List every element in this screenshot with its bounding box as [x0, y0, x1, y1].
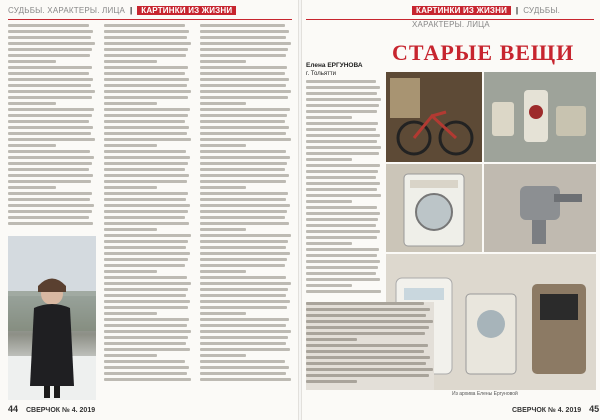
text-line	[200, 156, 290, 159]
text-line	[306, 110, 377, 113]
text-line	[200, 216, 285, 219]
text-line	[104, 96, 188, 99]
text-line	[306, 302, 424, 305]
text-line	[306, 350, 424, 353]
text-line	[200, 186, 246, 189]
text-line	[306, 122, 378, 125]
text-line	[200, 300, 290, 303]
text-line	[104, 360, 185, 363]
text-line	[8, 216, 89, 219]
text-line	[8, 66, 92, 69]
text-line	[306, 218, 378, 221]
text-line	[200, 252, 290, 255]
text-line	[104, 84, 187, 87]
text-line	[200, 180, 286, 183]
text-line	[104, 156, 190, 159]
text-line	[306, 86, 380, 89]
text-line	[306, 176, 376, 179]
right-column-1-lower	[306, 302, 434, 390]
text-line	[104, 120, 185, 123]
text-line	[200, 66, 287, 69]
text-line	[200, 330, 291, 333]
text-line	[200, 138, 291, 141]
text-line	[8, 174, 93, 177]
text-line	[306, 230, 380, 233]
washing-machine-illustration	[386, 164, 482, 252]
text-line	[200, 72, 285, 75]
text-line	[8, 42, 95, 45]
text-line	[8, 210, 92, 213]
text-line	[104, 270, 157, 273]
text-line	[200, 318, 289, 321]
text-line	[200, 132, 286, 135]
text-line	[8, 120, 89, 123]
text-line	[104, 336, 188, 339]
text-line	[306, 146, 381, 149]
text-line	[200, 114, 287, 117]
text-line	[104, 90, 191, 93]
text-line	[104, 342, 186, 345]
photo-bicycle-room	[386, 72, 482, 162]
text-line	[104, 330, 191, 333]
right-page-number: 45	[589, 404, 600, 414]
text-line	[306, 272, 376, 275]
text-line	[8, 132, 91, 135]
text-line	[8, 150, 90, 153]
text-line	[200, 282, 291, 285]
text-line	[104, 222, 189, 225]
text-line	[104, 78, 189, 81]
text-line	[104, 186, 157, 189]
text-line	[104, 288, 188, 291]
text-line	[306, 266, 378, 269]
text-line	[200, 258, 287, 261]
text-line	[8, 144, 56, 147]
photo-meat-grinder	[484, 164, 596, 252]
text-line	[104, 180, 187, 183]
photo-caption: Из архива Елены Ергуновой	[452, 391, 518, 397]
text-line	[200, 198, 286, 201]
bicycle-illustration	[386, 72, 482, 162]
text-line	[200, 96, 288, 99]
text-line	[104, 138, 191, 141]
text-line	[306, 224, 376, 227]
text-line	[200, 276, 286, 279]
text-line	[104, 168, 185, 171]
text-line	[306, 368, 433, 371]
text-line	[306, 158, 352, 161]
text-line	[8, 108, 94, 111]
text-line	[306, 152, 379, 155]
text-line	[8, 156, 94, 159]
text-line	[200, 144, 246, 147]
text-line	[200, 90, 291, 93]
text-line	[200, 30, 289, 33]
text-line	[306, 194, 381, 197]
text-line	[104, 162, 188, 165]
text-line	[8, 102, 56, 105]
left-header-rule	[8, 19, 292, 20]
right-running-header: КАРТИНКИ ИЗ ЖИЗНИ | СУДЬБЫ. ХАРАКТЕРЫ. ЛИЦА	[412, 6, 561, 29]
text-line	[306, 134, 380, 137]
text-line	[200, 78, 289, 81]
text-line	[104, 24, 185, 27]
text-line	[200, 240, 288, 243]
author-name: Елена ЕРГУНОВА	[306, 62, 363, 69]
text-line	[200, 150, 286, 153]
text-line	[104, 312, 157, 315]
left-header-rubric: КАРТИНКИ ИЗ ЖИЗНИ	[137, 6, 236, 15]
text-line	[104, 264, 185, 267]
text-line	[306, 356, 430, 359]
text-line	[200, 294, 286, 297]
left-page	[0, 0, 298, 420]
text-line	[306, 188, 377, 191]
text-line	[104, 372, 187, 375]
text-line	[104, 108, 190, 111]
text-line	[104, 210, 188, 213]
text-line	[200, 162, 287, 165]
text-line	[200, 222, 289, 225]
text-line	[200, 204, 290, 207]
left-running-header: СУДЬБЫ. ХАРАКТЕРЫ. ЛИЦА | КАРТИНКИ ИЗ ЖИЗНИ	[8, 4, 236, 18]
text-line	[8, 30, 93, 33]
right-header-rubric: КАРТИНКИ ИЗ ЖИЗНИ	[412, 6, 511, 15]
text-line	[8, 168, 89, 171]
text-line	[200, 288, 288, 291]
author-city: г. Тольятти	[306, 71, 336, 77]
text-line	[200, 120, 285, 123]
text-line	[200, 168, 285, 171]
text-line	[200, 348, 290, 351]
text-line	[8, 222, 93, 225]
text-line	[306, 104, 379, 107]
text-line	[8, 54, 90, 57]
text-line	[306, 290, 381, 293]
text-line	[104, 354, 157, 357]
text-line	[104, 66, 188, 69]
text-line	[306, 308, 430, 311]
text-line	[200, 210, 287, 213]
text-line	[200, 366, 289, 369]
right-header-section: СУДЬБЫ. ХАРАКТЕРЫ. ЛИЦА	[412, 6, 561, 29]
text-line	[200, 102, 246, 105]
text-line	[8, 84, 91, 87]
text-line	[104, 72, 185, 75]
text-line	[104, 378, 191, 381]
text-line	[104, 54, 186, 57]
text-line	[306, 278, 380, 281]
text-line	[104, 192, 188, 195]
text-line	[200, 342, 286, 345]
text-line	[104, 144, 157, 147]
text-line	[306, 170, 378, 173]
text-line	[306, 338, 357, 341]
text-line	[200, 126, 289, 129]
text-line	[306, 314, 426, 317]
text-line	[104, 150, 186, 153]
text-line	[306, 80, 376, 83]
text-line	[306, 332, 425, 335]
text-line	[8, 126, 93, 129]
text-line	[200, 264, 285, 267]
text-line	[306, 206, 377, 209]
text-line	[306, 344, 428, 347]
text-line	[306, 182, 380, 185]
text-line	[8, 162, 92, 165]
text-line	[306, 326, 429, 329]
text-line	[8, 60, 56, 63]
text-line	[8, 180, 91, 183]
text-line	[104, 324, 187, 327]
text-line	[306, 284, 352, 287]
text-line	[104, 174, 189, 177]
right-page-footer	[512, 404, 600, 414]
kitchen-items-illustration	[484, 72, 596, 162]
text-line	[8, 72, 89, 75]
woman-illustration	[8, 236, 96, 400]
text-line	[104, 240, 188, 243]
text-line	[104, 306, 188, 309]
text-line	[200, 360, 285, 363]
photo-kitchen-objects	[484, 72, 596, 162]
text-line	[104, 60, 157, 63]
text-line	[104, 126, 189, 129]
text-line	[8, 138, 95, 141]
text-line	[8, 96, 92, 99]
text-line	[200, 312, 246, 315]
text-line	[306, 140, 377, 143]
text-line	[200, 270, 246, 273]
text-line	[104, 198, 186, 201]
left-page-footer	[8, 404, 95, 414]
text-line	[8, 36, 91, 39]
text-line	[200, 42, 291, 45]
text-line	[104, 216, 185, 219]
text-line	[8, 198, 90, 201]
text-line	[104, 234, 191, 237]
text-line	[306, 254, 377, 257]
text-line	[200, 192, 288, 195]
text-line	[200, 60, 246, 63]
text-line	[104, 114, 188, 117]
text-line	[306, 116, 352, 119]
text-line	[306, 320, 433, 323]
text-line	[104, 366, 189, 369]
text-line	[8, 204, 94, 207]
left-footer-issue: СВЕРЧОК № 4. 2019	[25, 407, 96, 414]
text-line	[200, 372, 286, 375]
left-header-section: СУДЬБЫ. ХАРАКТЕРЫ. ЛИЦА	[8, 6, 126, 15]
text-line	[104, 102, 157, 105]
text-line	[306, 212, 380, 215]
right-header-rule	[306, 19, 594, 20]
text-line	[306, 236, 377, 239]
text-line	[104, 276, 187, 279]
text-line	[200, 306, 287, 309]
text-line	[104, 30, 189, 33]
photo-washing-machine	[386, 164, 482, 252]
text-line	[104, 282, 191, 285]
text-line	[200, 36, 286, 39]
text-line	[8, 48, 92, 51]
text-line	[104, 42, 191, 45]
text-line	[306, 374, 429, 377]
text-line	[104, 318, 189, 321]
left-page-number: 44	[8, 404, 19, 414]
text-line	[104, 204, 190, 207]
text-line	[200, 234, 291, 237]
right-footer-issue: СВЕРЧОК № 4. 2019	[512, 407, 582, 414]
text-line	[306, 242, 352, 245]
left-column-2	[104, 24, 192, 390]
text-line	[104, 348, 190, 351]
text-line	[306, 380, 357, 383]
text-line	[200, 84, 286, 87]
grinder-illustration	[484, 164, 596, 252]
text-line	[104, 228, 157, 231]
text-line	[200, 246, 286, 249]
text-line	[200, 24, 285, 27]
left-column-3	[200, 24, 292, 390]
text-line	[8, 24, 89, 27]
article-author	[306, 62, 386, 78]
text-line	[306, 248, 379, 251]
text-line	[104, 252, 190, 255]
text-line	[8, 78, 93, 81]
photo-woman-outdoors	[8, 236, 96, 400]
text-line	[306, 362, 426, 365]
text-line	[200, 48, 288, 51]
text-line	[200, 54, 286, 57]
text-line	[104, 36, 187, 39]
text-line	[200, 174, 289, 177]
text-line	[8, 192, 92, 195]
text-line	[306, 92, 377, 95]
article-title: СТАРЫЕ ВЕЩИ	[392, 40, 575, 65]
text-line	[306, 200, 352, 203]
text-line	[104, 246, 186, 249]
text-line	[8, 90, 95, 93]
text-line	[200, 108, 290, 111]
text-line	[8, 114, 92, 117]
text-line	[8, 186, 56, 189]
right-column-1	[306, 80, 382, 298]
text-line	[200, 354, 246, 357]
right-page	[302, 0, 600, 420]
text-line	[306, 128, 376, 131]
text-line	[306, 164, 380, 167]
text-line	[104, 300, 190, 303]
text-line	[104, 258, 188, 261]
text-line	[104, 132, 187, 135]
text-line	[200, 378, 291, 381]
text-line	[200, 336, 288, 339]
text-line	[306, 260, 380, 263]
text-line	[200, 228, 246, 231]
text-line	[200, 324, 286, 327]
text-line	[306, 98, 381, 101]
text-line	[104, 48, 188, 51]
text-line	[104, 294, 186, 297]
